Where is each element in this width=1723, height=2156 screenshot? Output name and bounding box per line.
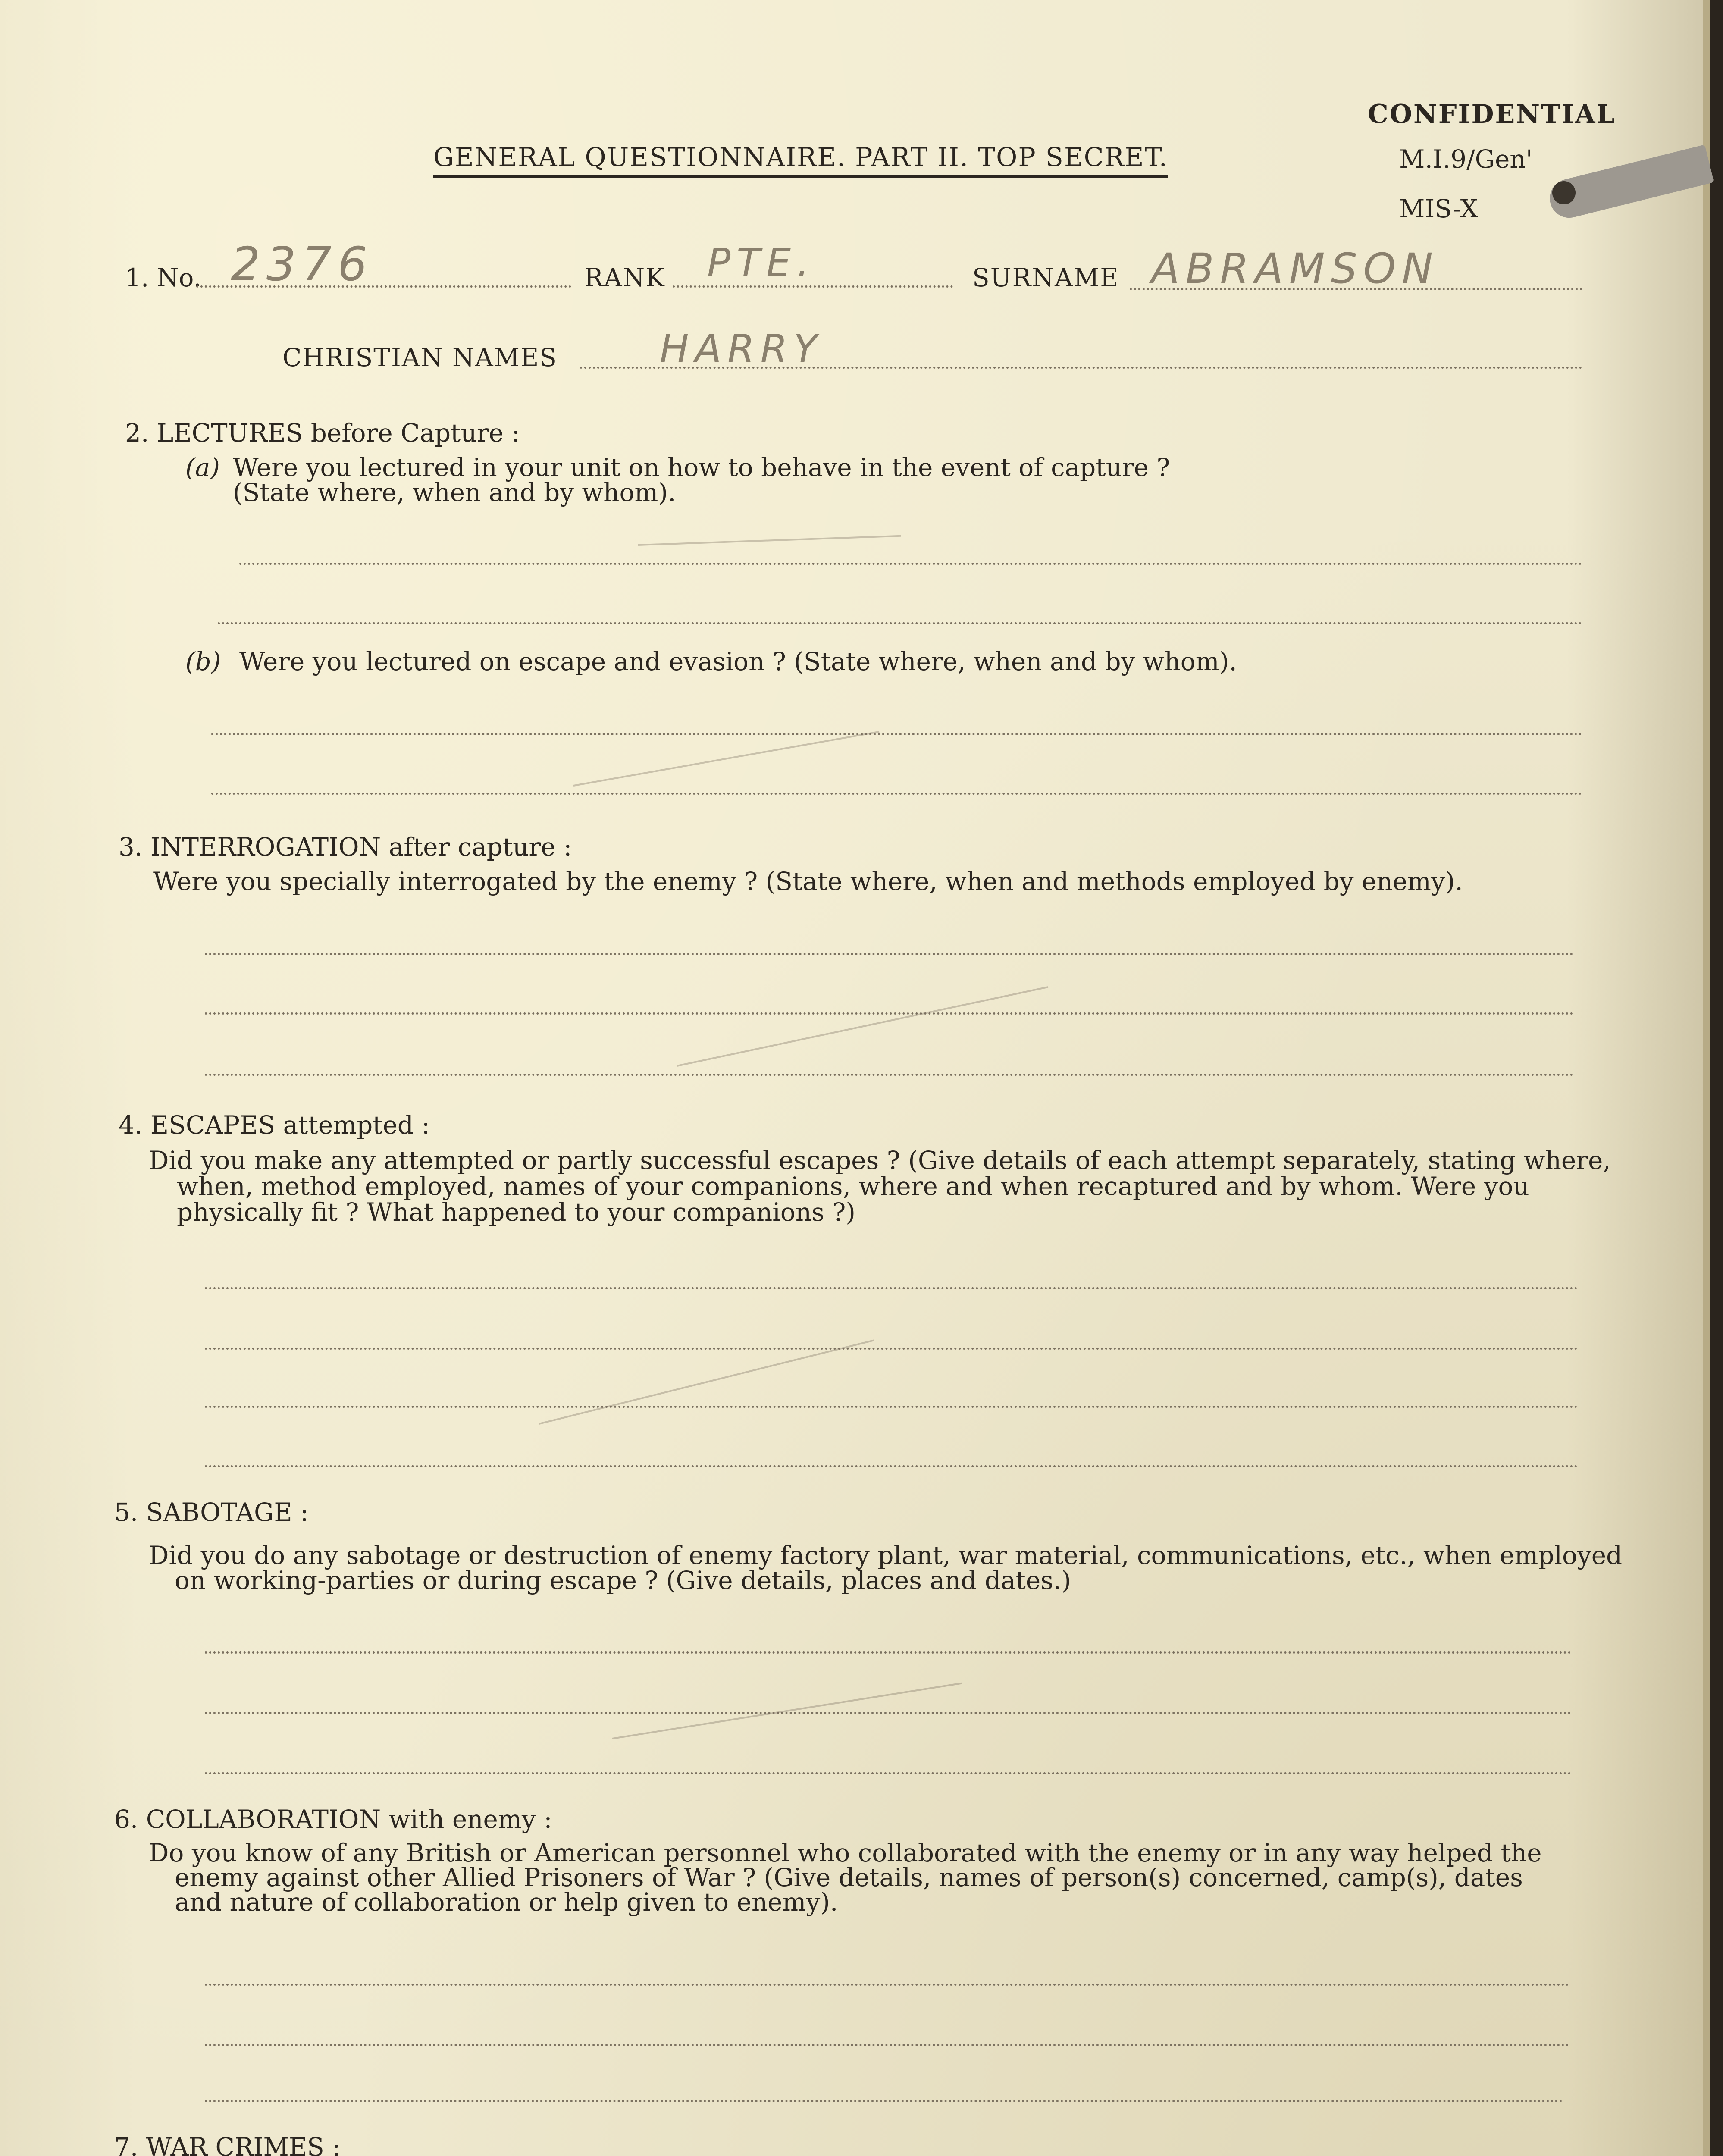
q4-question-line2: when, method employed, names of your companions, where and when recaptured and by whom. Were you — [177, 1172, 1529, 1201]
rank-value: PTE. — [707, 240, 815, 285]
q5-heading: 5. SABOTAGE : — [114, 1498, 309, 1527]
rank-label: RANK — [584, 263, 665, 292]
q2a-instruction: (State where, when and by whom). — [233, 478, 676, 507]
q2b-answer-line — [211, 793, 1582, 795]
q6-answer-line — [205, 1984, 1569, 1986]
q5-question-line1: Did you do any sabotage or destruction of enemy factory plant, war material, communications, etc., when employed — [149, 1541, 1623, 1570]
q2a-marker: (a) — [185, 453, 220, 482]
q6-question-line1: Do you know of any British or American personnel who collaborated with the enemy or in any way helped the — [149, 1838, 1542, 1868]
q5-answer-line — [205, 1712, 1572, 1714]
pencil-stroke — [677, 986, 1049, 1067]
reference-mi9: M.I.9/Gen' — [1399, 144, 1533, 174]
q2b-answer-line — [211, 733, 1582, 735]
surname-value: ABRAMSON — [1151, 244, 1439, 293]
q7-heading: 7. WAR CRIMES : — [114, 2132, 341, 2156]
pencil-stroke — [539, 1340, 874, 1425]
q2a-answer-line — [239, 563, 1582, 565]
q5-answer-line — [205, 1772, 1572, 1774]
q4-question-line3: physically fit ? What happened to your companions ?) — [177, 1197, 856, 1227]
punch-hole — [1552, 181, 1576, 204]
q5-question-line2: on working-parties or during escape ? (Give details, places and dates.) — [175, 1566, 1071, 1595]
q2b-question: Were you lectured on escape and evasion ? (State where, when and by whom). — [239, 647, 1237, 676]
q4-question-line1: Did you make any attempted or partly successful escapes ? (Give details of each attempt separately, stating where, — [149, 1146, 1611, 1175]
q6-heading: 6. COLLABORATION with enemy : — [114, 1805, 552, 1834]
classification-label: CONFIDENTIAL — [1368, 99, 1616, 129]
q6-question-line2: enemy against other Allied Prisoners of War ? (Give details, names of person(s) concerned, camp(s), dates — [175, 1863, 1523, 1892]
q2a-question: Were you lectured in your unit on how to behave in the event of capture ? — [233, 453, 1170, 482]
q3-heading: 3. INTERROGATION after capture : — [119, 832, 572, 862]
q6-answer-line — [205, 2100, 1563, 2102]
q3-answer-line — [205, 1012, 1574, 1015]
surname-label: SURNAME — [972, 263, 1119, 292]
reference-mis-x: MIS-X — [1399, 194, 1478, 223]
number-label: 1. No. — [125, 263, 201, 292]
q4-heading: 4. ESCAPES attempted : — [119, 1110, 430, 1140]
pencil-stroke — [573, 731, 880, 787]
q3-answer-line — [205, 1074, 1574, 1076]
q4-answer-line — [205, 1465, 1578, 1467]
q4-answer-line — [205, 1287, 1578, 1289]
christian-names-label: CHRISTIAN NAMES — [282, 343, 558, 372]
number-value: 2376 — [231, 238, 373, 291]
q4-answer-line — [205, 1406, 1578, 1408]
rank-field — [673, 285, 953, 288]
pencil-stroke — [638, 535, 901, 546]
q6-answer-line — [205, 2044, 1569, 2046]
q3-answer-line — [205, 953, 1574, 955]
christian-names-value: HARRY — [660, 326, 824, 372]
q2-heading: 2. LECTURES before Capture : — [125, 418, 520, 448]
q2b-marker: (b) — [185, 647, 221, 676]
q6-question-line3: and nature of collaboration or help given to enemy). — [175, 1887, 838, 1917]
q2a-answer-line — [218, 622, 1582, 624]
q4-answer-line — [205, 1348, 1578, 1350]
form-title: GENERAL QUESTIONNAIRE. PART II. TOP SECRET. — [433, 144, 1168, 178]
pencil-stroke — [612, 1683, 962, 1739]
q5-answer-line — [205, 1651, 1572, 1654]
q3-question: Were you specially interrogated by the enemy ? (State where, when and methods employed by enemy). — [153, 867, 1463, 896]
